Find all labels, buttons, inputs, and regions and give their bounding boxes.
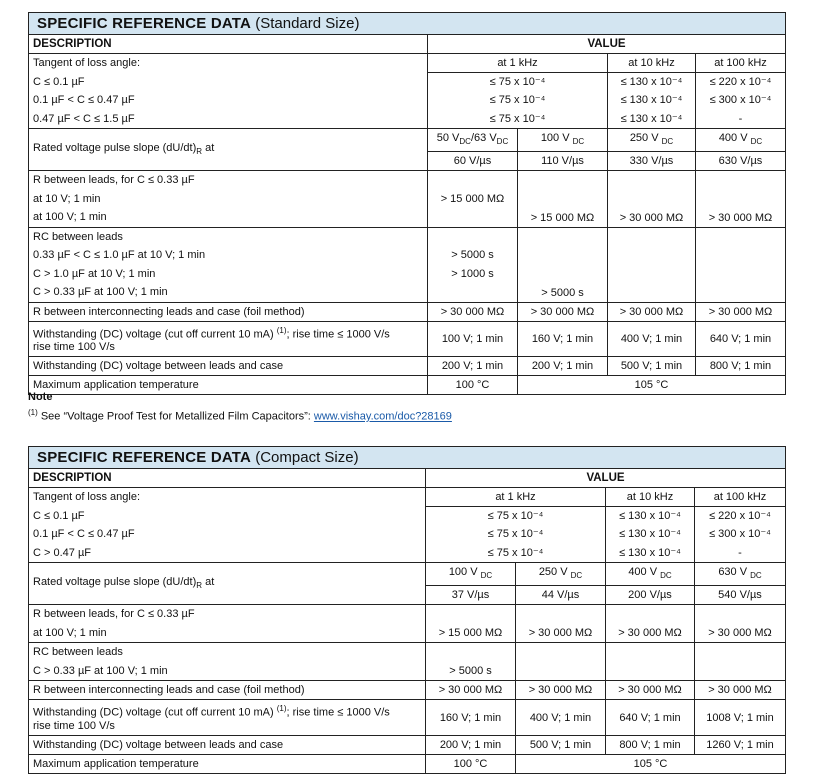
- withstand-case-value-3: 500 V; 1 min: [608, 357, 696, 376]
- value-header: VALUE: [426, 469, 786, 488]
- value-header: VALUE: [428, 35, 786, 54]
- r-case-value-3: > 30 000 MΩ: [608, 302, 696, 321]
- withstand-value-2: 400 V; 1 min: [516, 700, 606, 736]
- r-leads-description: R between leads, for C ≤ 0.33 µF at 10 V; 1 min at 100 V; 1 min: [29, 171, 428, 228]
- withstand-case-row: [29, 735, 786, 754]
- pulse-slope-row: [29, 129, 786, 152]
- withstand-label: Withstanding (DC) voltage (cut off current 10 mA) $^{(1)}$; rise time ≤ 1000 V/s rise time 100 V/s: [29, 700, 426, 736]
- max-temp-label: Maximum application temperature: [29, 376, 428, 395]
- rc-leads-value-2: [516, 643, 606, 681]
- r-case-value-2: > 30 000 MΩ: [518, 302, 608, 321]
- pulse-voltage-2: 250 V $_{DC}$: [516, 563, 606, 586]
- pulse-voltage-1: 100 V $_{DC}$: [426, 563, 516, 586]
- pulse-rate-4: 540 V/µs: [695, 586, 786, 605]
- pulse-voltage-3: 250 V $_{DC}$: [608, 129, 696, 152]
- pulse-slope-row: [29, 563, 786, 586]
- note-heading: Note: [28, 391, 53, 403]
- r-leads-row: [29, 605, 786, 643]
- tan-loss-1khz: at 1 kHz ≤ 75 x 10⁻⁴ ≤ 75 x 10⁻⁴ ≤ 75 x 10⁻⁴: [428, 54, 608, 129]
- withstand-value-3: 400 V; 1 min: [608, 321, 696, 357]
- r-case-row: [29, 681, 786, 700]
- withstand-case-value-1: 200 V; 1 min: [428, 357, 518, 376]
- tan-loss-row: [29, 488, 786, 563]
- pulse-slope-label: Rated voltage pulse slope $(dU/dt)_R$ at: [29, 563, 426, 605]
- withstand-value-1: 160 V; 1 min: [426, 700, 516, 736]
- tan-loss-10khz: at 10 kHz ≤ 130 x 10⁻⁴ ≤ 130 x 10⁻⁴ ≤ 130 x 10⁻⁴: [608, 54, 696, 129]
- withstand-case-row: [29, 357, 786, 376]
- tan-loss-1khz: at 1 kHz ≤ 75 x 10⁻⁴ ≤ 75 x 10⁻⁴ ≤ 75 x 10⁻⁴: [426, 488, 606, 563]
- r-case-value-2: > 30 000 MΩ: [516, 681, 606, 700]
- pulse-slope-label: Rated voltage pulse slope $(dU/dt)_R$ at: [29, 129, 428, 171]
- withstand-value-2: 160 V; 1 min: [518, 321, 608, 357]
- table-header-row: [29, 35, 786, 54]
- note-text: See “Voltage Proof Test for Metallized Film Capacitors”:: [40, 410, 314, 423]
- withstand-case-value-3: 800 V; 1 min: [606, 735, 695, 754]
- pulse-rate-3: 200 V/µs: [606, 586, 695, 605]
- tan-loss-description: Tangent of loss angle: C ≤ 0.1 µF 0.1 µF < C ≤ 0.47 µF 0.47 µF < C ≤ 1.5 µF: [29, 54, 428, 129]
- rc-leads-value-3: [606, 643, 695, 681]
- rc-leads-value-3: [608, 227, 696, 302]
- pulse-voltage-3: 400 V $_{DC}$: [606, 563, 695, 586]
- r-leads-value-2: > 30 000 MΩ: [516, 605, 606, 643]
- withstand-case-value-2: 200 V; 1 min: [518, 357, 608, 376]
- max-temp-value-1: 100 °C: [426, 754, 516, 773]
- tan-loss-row: [29, 54, 786, 129]
- rc-leads-description: RC between leads C > 0.33 µF at 100 V; 1 min: [29, 643, 426, 681]
- description-header: DESCRIPTION: [29, 469, 426, 488]
- r-leads-row: [29, 171, 786, 228]
- rc-leads-row: [29, 227, 786, 302]
- footnote: [28, 390, 452, 425]
- rc-leads-value-1: > 5000 s > 1000 s: [428, 227, 518, 302]
- table-subtitle: (Standard Size): [255, 15, 360, 32]
- r-leads-value-4: > 30 000 MΩ: [695, 605, 786, 643]
- pulse-voltage-4: 400 V $_{DC}$: [696, 129, 786, 152]
- description-header: DESCRIPTION: [29, 35, 428, 54]
- note-marker: (1): [28, 408, 38, 417]
- pulse-rate-2: 110 V/µs: [518, 152, 608, 171]
- table-title-row: [29, 13, 786, 35]
- pulse-rate-1: 37 V/µs: [426, 586, 516, 605]
- pulse-rate-3: 330 V/µs: [608, 152, 696, 171]
- r-case-value-1: > 30 000 MΩ: [426, 681, 516, 700]
- pulse-rate-2: 44 V/µs: [516, 586, 606, 605]
- withstand-case-value-4: 800 V; 1 min: [696, 357, 786, 376]
- r-case-label: R between interconnecting leads and case (foil method): [29, 681, 426, 700]
- tan-loss-10khz: at 10 kHz ≤ 130 x 10⁻⁴ ≤ 130 x 10⁻⁴ ≤ 130 x 10⁻⁴: [606, 488, 695, 563]
- table-title: SPECIFIC REFERENCE DATA: [37, 15, 252, 32]
- r-case-value-4: > 30 000 MΩ: [695, 681, 786, 700]
- r-leads-value-3: > 30 000 MΩ: [608, 171, 696, 228]
- table-header-row: [29, 469, 786, 488]
- pulse-rate-1: 60 V/µs: [428, 152, 518, 171]
- pulse-voltage-1: 50 $V_{DC}/63$ $V_{DC}$: [428, 129, 518, 152]
- tan-loss-description: Tangent of loss angle: C ≤ 0.1 µF 0.1 µF < C ≤ 0.47 µF C > 0.47 µF: [29, 488, 426, 563]
- rc-leads-row: [29, 643, 786, 681]
- r-case-value-3: > 30 000 MΩ: [606, 681, 695, 700]
- r-case-row: [29, 302, 786, 321]
- r-case-label: R between interconnecting leads and case (foil method): [29, 302, 428, 321]
- reference-table-standard: [28, 12, 786, 395]
- withstand-row: [29, 700, 786, 736]
- table-subtitle: (Compact Size): [255, 449, 359, 466]
- pulse-voltage-4: 630 V $_{DC}$: [695, 563, 786, 586]
- r-case-value-1: > 30 000 MΩ: [428, 302, 518, 321]
- r-leads-value-2: > 15 000 MΩ: [518, 171, 608, 228]
- max-temp-value-1: 100 °C: [428, 376, 518, 395]
- withstand-value-4: 640 V; 1 min: [696, 321, 786, 357]
- r-case-value-4: > 30 000 MΩ: [696, 302, 786, 321]
- rc-leads-value-1: > 5000 s: [426, 643, 516, 681]
- pulse-rate-4: 630 V/µs: [696, 152, 786, 171]
- withstand-case-value-2: 500 V; 1 min: [516, 735, 606, 754]
- rc-leads-description: RC between leads 0.33 µF < C ≤ 1.0 µF at 10 V; 1 min C > 1.0 µF at 10 V; 1 min C > 0.33 µF at 100 V; 1 min: [29, 227, 428, 302]
- max-temp-label: Maximum application temperature: [29, 754, 426, 773]
- r-leads-value-1: > 15 000 MΩ: [426, 605, 516, 643]
- reference-table-compact: [28, 446, 786, 774]
- withstand-label: Withstanding (DC) voltage (cut off current 10 mA) $^{(1)}$; rise time ≤ 1000 V/s rise time 100 V/s: [29, 321, 428, 357]
- table-title: SPECIFIC REFERENCE DATA: [37, 449, 252, 466]
- withstand-case-label: Withstanding (DC) voltage between leads and case: [29, 735, 426, 754]
- withstand-value-3: 640 V; 1 min: [606, 700, 695, 736]
- rc-leads-value-4: [695, 643, 786, 681]
- max-temp-value-2: 105 °C: [516, 754, 786, 773]
- note-link[interactable]: www.vishay.com/doc?28169: [313, 410, 452, 423]
- pulse-voltage-2: 100 V $_{DC}$: [518, 129, 608, 152]
- withstand-case-value-1: 200 V; 1 min: [426, 735, 516, 754]
- rc-leads-value-2: > 5000 s: [518, 227, 608, 302]
- withstand-row: [29, 321, 786, 357]
- rc-leads-value-4: [696, 227, 786, 302]
- r-leads-value-1: > 15 000 MΩ: [428, 171, 518, 228]
- withstand-case-label: Withstanding (DC) voltage between leads and case: [29, 357, 428, 376]
- r-leads-value-4: > 30 000 MΩ: [696, 171, 786, 228]
- table-title-row: [29, 447, 786, 469]
- tan-loss-100khz: at 100 kHz ≤ 220 x 10⁻⁴ ≤ 300 x 10⁻⁴ -: [695, 488, 786, 563]
- withstand-case-value-4: 1260 V; 1 min: [695, 735, 786, 754]
- withstand-value-4: 1008 V; 1 min: [695, 700, 786, 736]
- withstand-value-1: 100 V; 1 min: [428, 321, 518, 357]
- max-temp-row: [29, 754, 786, 773]
- max-temp-value-2: 105 °C: [518, 376, 786, 395]
- r-leads-description: R between leads, for C ≤ 0.33 µF at 100 V; 1 min: [29, 605, 426, 643]
- tan-loss-100khz: at 100 kHz ≤ 220 x 10⁻⁴ ≤ 300 x 10⁻⁴ -: [696, 54, 786, 129]
- r-leads-value-3: > 30 000 MΩ: [606, 605, 695, 643]
